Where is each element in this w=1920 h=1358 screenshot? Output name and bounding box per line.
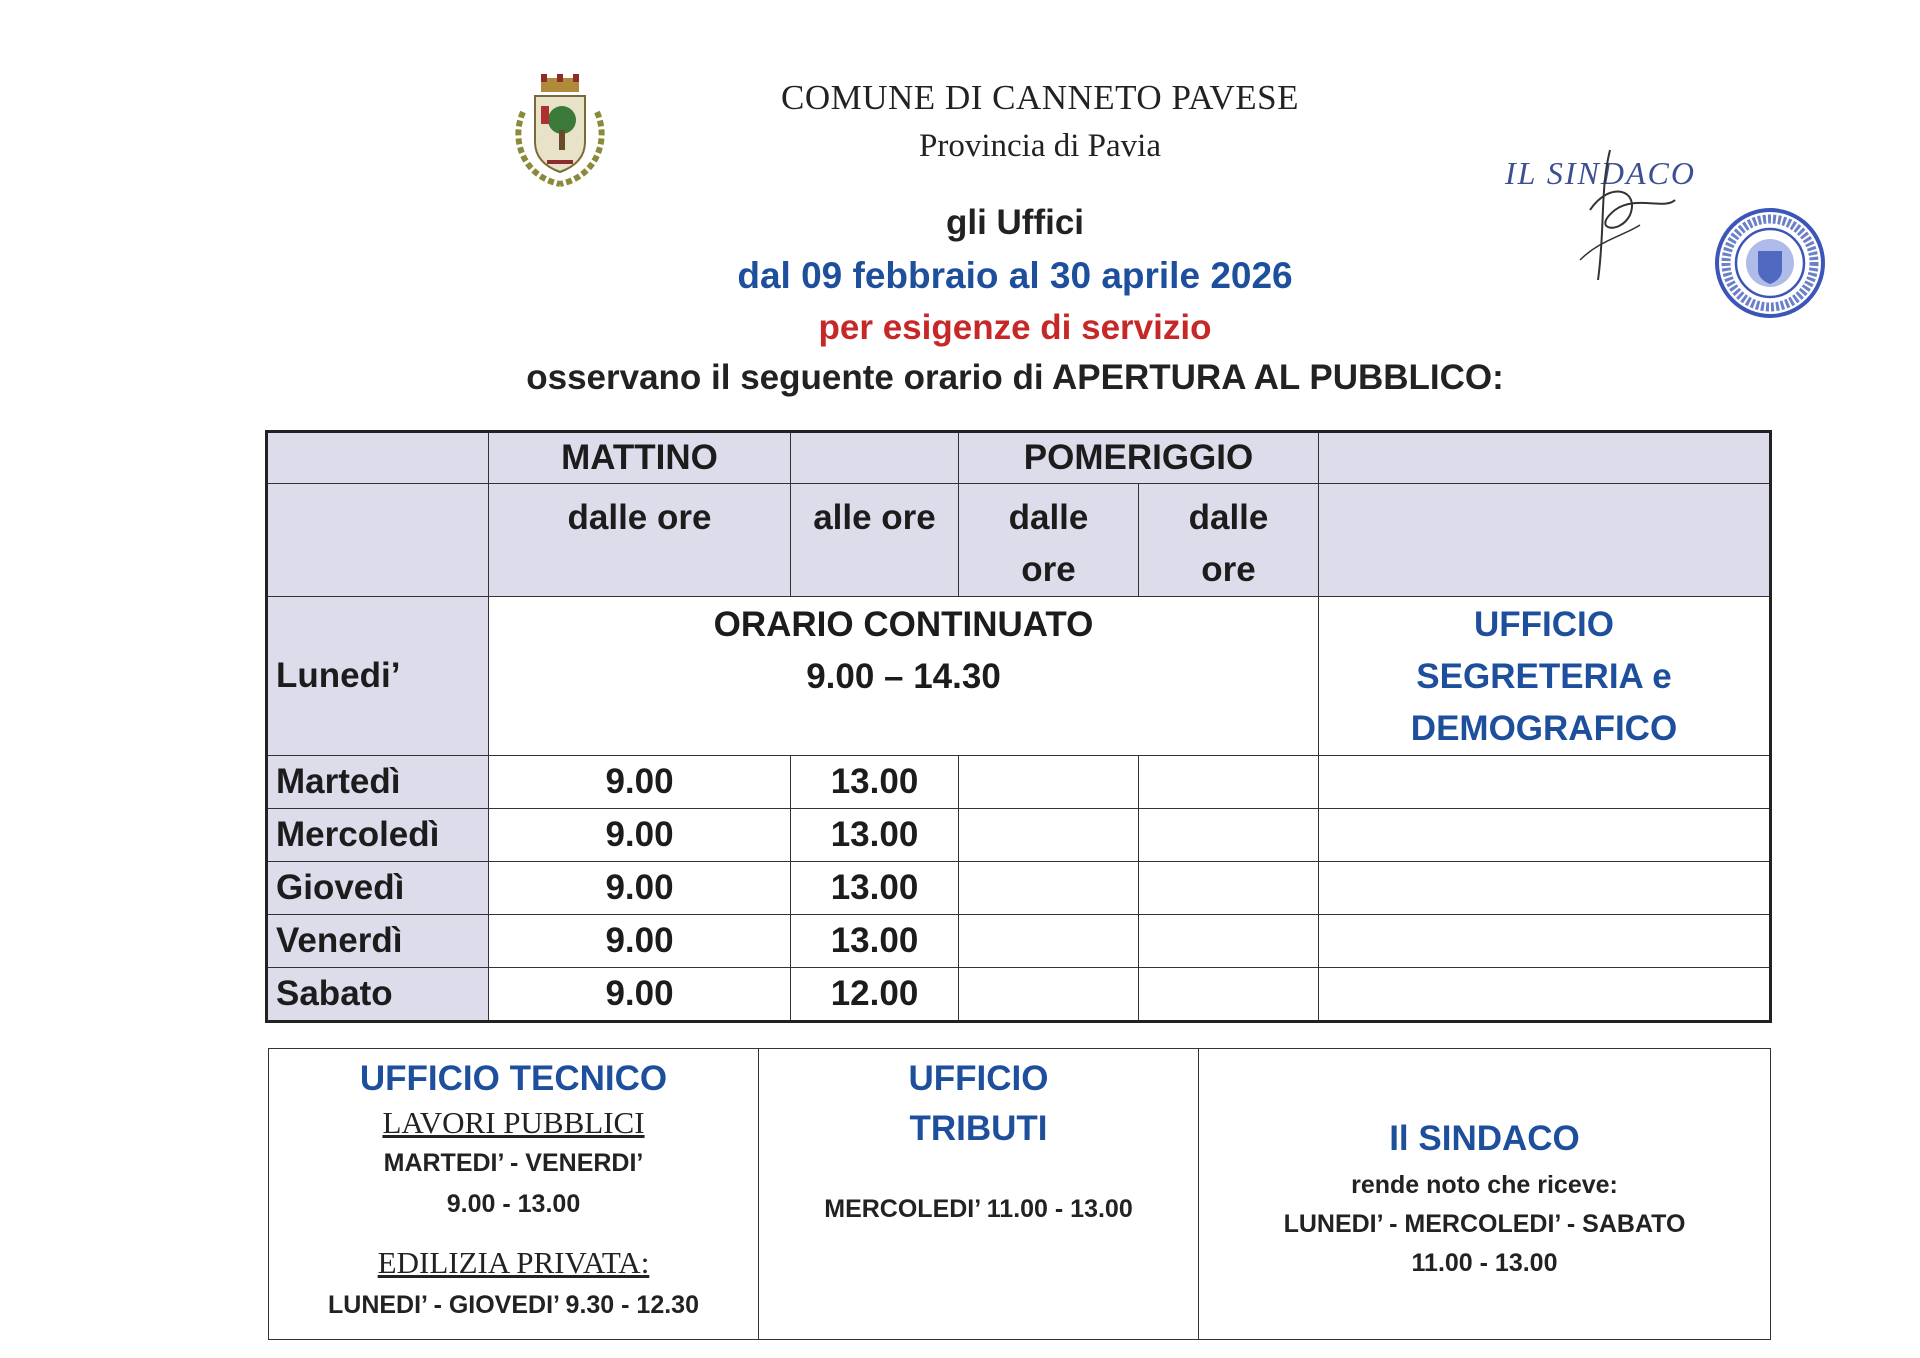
empty-cell <box>959 915 1139 968</box>
ufficio-tecnico-box <box>269 1049 759 1339</box>
empty-cell <box>1319 756 1771 809</box>
lavori-pubblici-heading: LAVORI PUBBLICI <box>382 1105 645 1140</box>
empty-cell <box>1139 862 1319 915</box>
time-from: 9.00 <box>489 915 791 968</box>
time-to: 12.00 <box>791 968 959 1022</box>
empty-cell <box>1319 915 1771 968</box>
handwritten-signature <box>1570 140 1680 290</box>
time-to: 13.00 <box>791 862 959 915</box>
time-to: 13.00 <box>791 809 959 862</box>
tecnico-title: UFFICIO TECNICO <box>359 1059 668 1098</box>
other-offices-section <box>268 1048 1771 1340</box>
schedule-table <box>265 430 1772 1023</box>
sindaco-title: Il SINDACO <box>1389 1119 1580 1158</box>
province-subtitle: Provincia di Pavia <box>919 128 1161 164</box>
time-to: 13.00 <box>791 915 959 968</box>
lavori-pubblici-hours: 9.00 - 13.00 <box>446 1190 581 1218</box>
day-label-saturday: Sabato <box>267 968 489 1022</box>
empty-cell <box>959 756 1139 809</box>
time-to: 13.00 <box>791 756 959 809</box>
subheader-empty-office <box>1319 484 1771 597</box>
empty-cell <box>1319 862 1771 915</box>
time-from: 9.00 <box>489 756 791 809</box>
empty-cell <box>1319 968 1771 1022</box>
sindaco-days: LUNEDI’ - MERCOLEDI’ - SABATO <box>1283 1210 1686 1238</box>
ufficio-tributi-box <box>759 1049 1199 1339</box>
edilizia-privata-heading: EDILIZIA PRIVATA: <box>377 1245 650 1280</box>
sindaco-line1: rende noto che riceve: <box>1351 1171 1618 1199</box>
opening-hours-intro: osservano il seguente orario di APERTURA AL PUBBLICO: <box>526 358 1504 397</box>
continuous-hours-cell <box>489 597 1319 756</box>
time-from: 9.00 <box>489 809 791 862</box>
continuous-hours: 9.00 – 14.30 <box>806 657 1001 696</box>
continuous-label: ORARIO CONTINUATO <box>713 605 1094 644</box>
date-range: dal 09 febbraio al 30 aprile 2026 <box>737 255 1293 296</box>
empty-cell <box>1139 968 1319 1022</box>
office-segreteria-demografico: UFFICIO SEGRETERIA e DEMOGRAFICO <box>1319 597 1771 756</box>
mayor-signature-label: IL SINDACO <box>1505 155 1696 191</box>
empty-cell <box>1139 915 1319 968</box>
time-from: 9.00 <box>489 862 791 915</box>
tributi-title-a: UFFICIO <box>908 1059 1049 1098</box>
empty-cell <box>959 862 1139 915</box>
header-empty-office <box>1319 432 1771 484</box>
header-empty-mid <box>791 432 959 484</box>
subheader-pm-dalle-ore-1: dalle ore <box>959 484 1139 597</box>
lavori-pubblici-days: MARTEDI’ - VENERDI’ <box>383 1149 644 1177</box>
sindaco-hours: 11.00 - 13.00 <box>1411 1249 1558 1277</box>
tributi-title-b: TRIBUTI <box>909 1109 1048 1148</box>
header-pomeriggio: POMERIGGIO <box>959 432 1319 484</box>
municipality-title: COMUNE DI CANNETO PAVESE <box>781 78 1299 117</box>
subheader-empty-day <box>267 484 489 597</box>
subheader-alle-ore: alle ore <box>791 484 959 597</box>
subheader-dalle-ore: dalle ore <box>489 484 791 597</box>
header-mattino: MATTINO <box>489 432 791 484</box>
day-label-thursday: Giovedì <box>267 862 489 915</box>
empty-cell <box>959 968 1139 1022</box>
empty-cell <box>959 809 1139 862</box>
sindaco-box <box>1199 1049 1770 1339</box>
day-label-friday: Venerdì <box>267 915 489 968</box>
service-reason: per esigenze di servizio <box>818 308 1212 347</box>
header-empty-day <box>267 432 489 484</box>
empty-cell <box>1139 809 1319 862</box>
empty-cell <box>1319 809 1771 862</box>
empty-cell <box>1139 756 1319 809</box>
day-label-tuesday: Martedì <box>267 756 489 809</box>
tributi-hours: MERCOLEDI’ 11.00 - 13.00 <box>824 1195 1133 1223</box>
day-label-monday: Lunedi’ <box>267 597 489 756</box>
time-from: 9.00 <box>489 968 791 1022</box>
official-stamp-icon <box>1713 206 1827 320</box>
offices-heading: gli Uffici <box>945 203 1085 242</box>
edilizia-privata-hours: LUNEDI’ - GIOVEDI’ 9.30 - 12.30 <box>328 1291 699 1319</box>
subheader-pm-dalle-ore-2: dalle ore <box>1139 484 1319 597</box>
day-label-wednesday: Mercoledì <box>267 809 489 862</box>
